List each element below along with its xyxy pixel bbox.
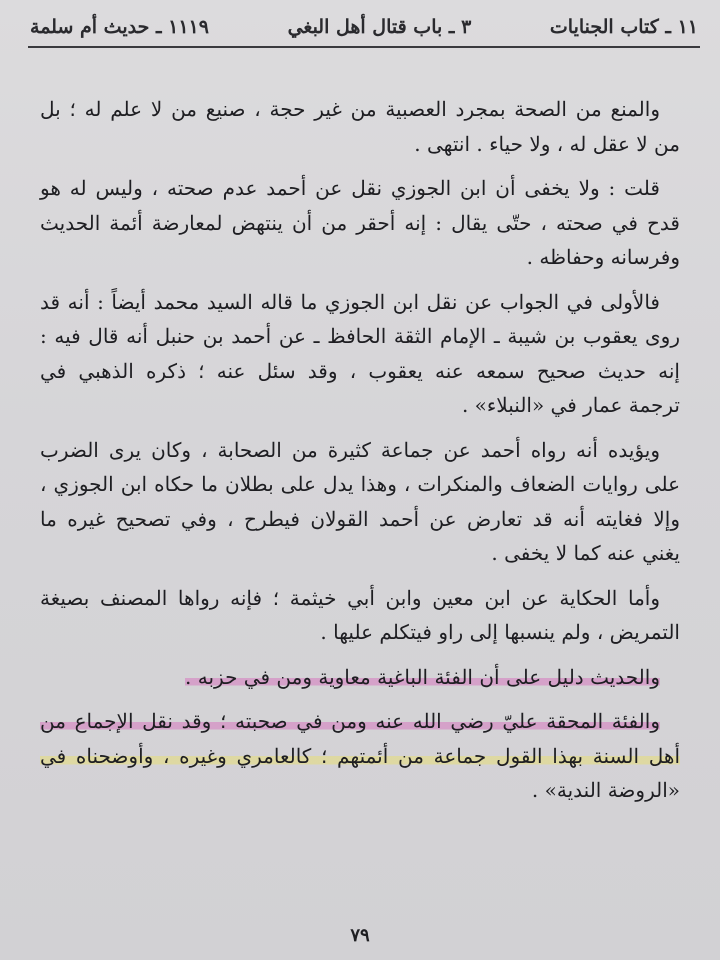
text-line-content: روى يعقوب بن شيبة ـ الإمام الثقة الحافظ ـ عن أحمد بن حنبل أنه قال فيه : <box>40 324 680 348</box>
text-line <box>40 433 680 468</box>
text-line <box>40 92 680 127</box>
text-line-content: قدح في صحته ، حتّى يقال : إنه أحقر من أن ينتهض لمعارضة أئمة الحديث <box>40 210 680 235</box>
text-line <box>40 206 680 241</box>
text-line-content: فالأولى في الجواب عن نقل ابن الجوزي ما قاله السيد محمد أيضاً : أنه قد <box>40 289 660 314</box>
text-line-content: ترجمة عمار في «النبلاء» . <box>461 393 680 417</box>
header-book-title: ١١ ـ كتاب الجنايات <box>549 16 698 38</box>
text-line-content: والمنع من الصحة بمجرد العصبية من غير حجة ، صنيع من لا علم له ؛ بل <box>40 97 660 121</box>
text-line-content: وأما الحكاية عن ابن معين وابن أبي خيثمة ؛ فإنه رواها المصنف بصيغة <box>40 585 660 610</box>
text-line-content: والحديث دليل على أن الفئة الباغية معاوية ومن في حزبه . <box>185 664 660 689</box>
text-line-content: يغني عنه كما لا يخفى . <box>491 541 680 565</box>
text-line-content: «الروضة الندية» . <box>531 778 680 802</box>
text-line <box>40 615 680 650</box>
text-line-content: على روايات الضعاف والمنكرات ، وهذا يدل على بطلان ما حكاه ابن الجوزي ، <box>40 472 680 496</box>
text-line-content: إنه حديث صحيح سمعه عنه يعقوب ، وقد سئل عنه ؛ ذكره الذهبي في <box>40 358 680 383</box>
paragraph <box>40 171 680 275</box>
text-line <box>40 739 680 774</box>
header-divider <box>28 46 700 48</box>
text-line <box>40 388 680 423</box>
running-header <box>30 14 698 40</box>
text-line-content: والفئة المحقة عليّ رضي الله عنه ومن في صحبته ؛ وقد نقل الإجماع من <box>40 709 660 733</box>
text-line <box>40 536 680 571</box>
paragraph <box>40 285 680 423</box>
text-line <box>40 502 680 537</box>
body-text <box>40 92 680 818</box>
text-line <box>40 240 680 275</box>
paragraph <box>40 704 680 808</box>
text-line <box>40 660 680 695</box>
text-line <box>40 467 680 502</box>
text-line-content: قلت : ولا يخفى أن ابن الجوزي نقل عن أحمد عدم صحته ، وليس له هو <box>40 176 660 200</box>
text-line <box>40 581 680 616</box>
text-line-content: أهل السنة بهذا القول جماعة من أئمتهم ؛ كالعامري وغيره ، وأوضحناه في <box>40 743 680 768</box>
paragraph <box>40 660 680 695</box>
page-number: ٧٩ <box>350 925 370 946</box>
text-line <box>40 773 680 808</box>
text-line-content: وفرسانه وحفاظه . <box>526 245 680 269</box>
text-line <box>40 354 680 389</box>
text-line <box>40 285 680 320</box>
paragraph <box>40 581 680 650</box>
text-line-content: وإلا فغايته أنه قد تعارض عن أحمد القولان فيطرح ، وفي تصحيح غيره ما <box>40 506 680 531</box>
header-chapter-title: ٣ ـ باب قتال أهل البغي <box>287 16 472 38</box>
text-line <box>40 319 680 354</box>
paragraph <box>40 92 680 161</box>
text-line-content: ويؤيده أنه رواه أحمد عن جماعة كثيرة من الصحابة ، وكان يرى الضرب <box>40 437 660 462</box>
text-line <box>40 127 680 162</box>
text-line-content: من لا عقل له ، ولا حياء . انتهى . <box>414 131 680 156</box>
paragraph <box>40 433 680 571</box>
text-line <box>40 704 680 739</box>
text-line-content: التمريض ، ولم ينسبها إلى راو فيتكلم عليها . <box>320 620 680 644</box>
text-line <box>40 171 680 206</box>
header-hadith-title: ١١١٩ ـ حديث أم سلمة <box>30 16 209 38</box>
